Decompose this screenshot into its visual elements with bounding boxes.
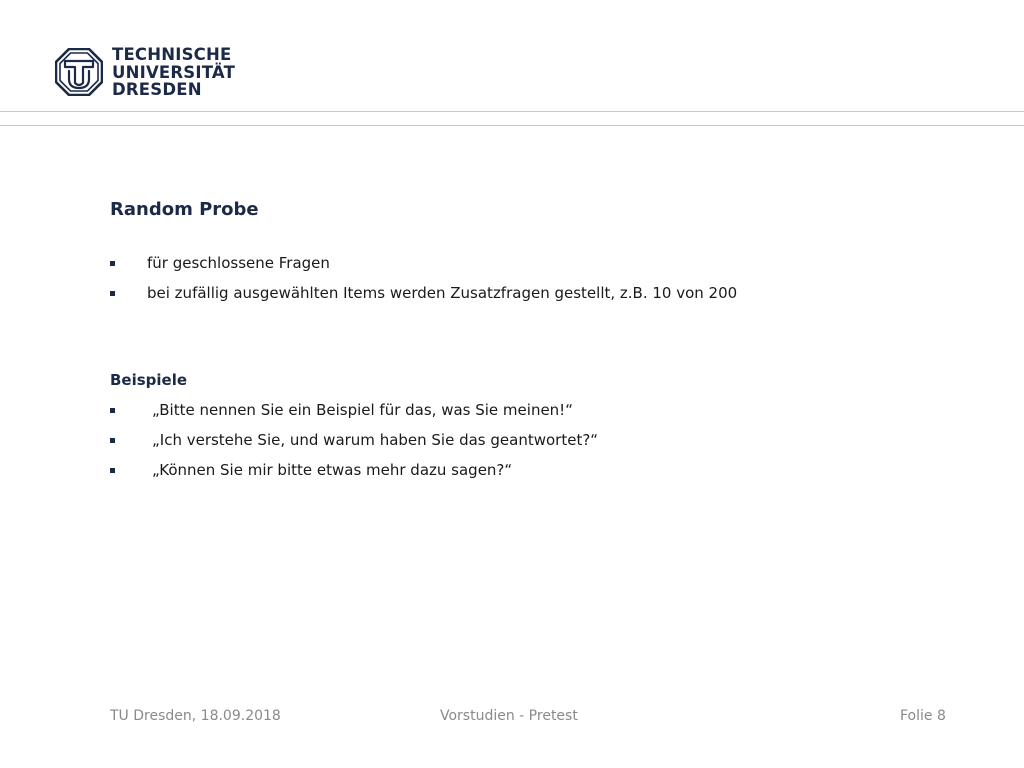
logo-line-3: DRESDEN xyxy=(112,80,202,99)
list-item-text: „Können Sie mir bitte etwas mehr dazu sagen?“ xyxy=(152,461,513,479)
header-divider-bottom xyxy=(0,125,1024,126)
tu-dresden-logo xyxy=(55,46,235,99)
square-bullet-icon xyxy=(110,291,115,296)
slide-title: Random Probe xyxy=(110,199,259,220)
logo-wordmark xyxy=(112,46,235,99)
logo-line-2: UNIVERSITÄT xyxy=(112,62,236,82)
header-divider-top xyxy=(0,111,1024,112)
logo-line-1: TECHNISCHE xyxy=(112,45,232,64)
examples-heading: Beispiele xyxy=(110,371,188,389)
list-item-text: „Ich verstehe Sie, und warum haben Sie das geantwortet?“ xyxy=(152,431,599,449)
square-bullet-icon xyxy=(110,261,115,266)
square-bullet-icon xyxy=(110,468,115,473)
square-bullet-icon xyxy=(110,438,115,443)
list-item-text: bei zufällig ausgewählten Items werden Zusatzfragen gestellt, z.B. 10 von 200 xyxy=(147,284,738,302)
footer-slide-number: Folie 8 xyxy=(900,708,946,724)
list-item-text: „Bitte nennen Sie ein Beispiel für das, was Sie meinen!“ xyxy=(152,401,573,419)
list-item-text: für geschlossene Fragen xyxy=(147,254,330,272)
footer-date: TU Dresden, 18.09.2018 xyxy=(110,708,281,724)
square-bullet-icon xyxy=(110,408,115,413)
footer-topic: Vorstudien - Pretest xyxy=(440,708,578,724)
tu-dresden-emblem-icon xyxy=(55,48,103,96)
